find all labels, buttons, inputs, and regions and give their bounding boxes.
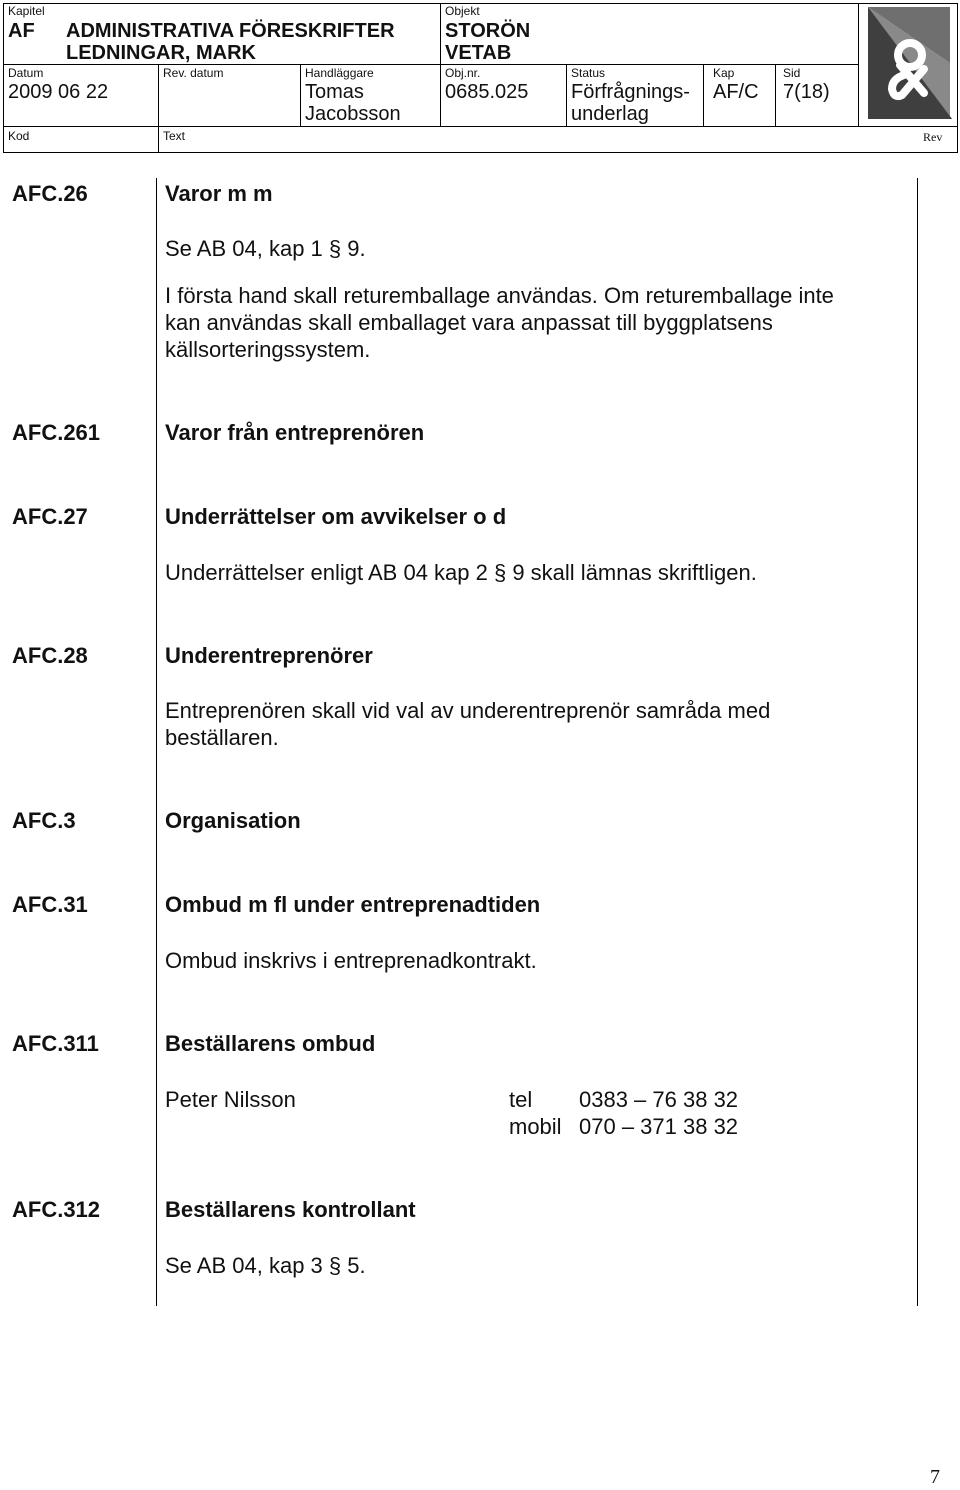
revdatum-label: Rev. datum	[163, 66, 224, 80]
section-code-afc31: AFC.31	[12, 892, 88, 917]
contact-tel-label: tel	[509, 1087, 533, 1112]
text-label: Text	[163, 129, 186, 143]
handlaggare-line2: Jacobsson	[305, 103, 401, 125]
objnr-value: 0685.025	[445, 81, 529, 103]
contact-mobil-label: mobil	[509, 1114, 562, 1139]
datum-label: Datum	[8, 66, 44, 80]
afc31-paragraph: Ombud inskrivs i entreprenadkontrakt.	[165, 948, 537, 973]
section-heading-afc27: Underrättelser om avvikelser o d	[165, 504, 507, 529]
section-code-afc311: AFC.311	[12, 1031, 99, 1056]
section-heading-afc3: Organisation	[165, 808, 301, 833]
column-rule-left	[156, 178, 157, 1306]
afc26-paragraph: I första hand skall returemballage användas. Om returemballage inte kan användas skall emballaget vara anpassat till byggplatsens källsorteringssystem.	[165, 283, 834, 362]
afc26-reference: Se AB 04, kap 1 § 9.	[165, 236, 366, 261]
kapitel-label: Kapitel	[8, 4, 45, 18]
section-heading-afc26: Varor m m	[165, 181, 273, 206]
section-heading-afc312: Beställarens kontrollant	[165, 1197, 416, 1222]
kapitel-value: AF	[8, 20, 35, 42]
section-sign: §	[328, 1253, 342, 1278]
objekt-line1: STORÖN	[445, 20, 531, 42]
objekt-line2: VETAB	[445, 42, 512, 64]
kap-value: AF/C	[713, 81, 759, 103]
contact-tel-value: 0383 – 76 38 32	[579, 1087, 739, 1112]
section-code-afc27: AFC.27	[12, 504, 88, 529]
objekt-label: Objekt	[445, 4, 480, 18]
section-heading-afc261: Varor från entreprenören	[165, 420, 425, 445]
section-heading-afc28: Underentreprenörer	[165, 643, 373, 668]
sid-label: Sid	[783, 66, 801, 80]
handlaggare-label: Handläggare	[305, 66, 374, 80]
section-code-afc28: AFC.28	[12, 643, 88, 668]
kap-label: Kap	[713, 66, 735, 80]
page-number: 7	[930, 1466, 940, 1488]
contact-mobil-value: 070 – 371 38 32	[579, 1114, 739, 1139]
section-code-afc312: AFC.312	[12, 1197, 101, 1222]
document-title-line1: ADMINISTRATIVA FÖRESKRIFTER	[66, 20, 395, 42]
document-header	[3, 3, 958, 153]
section-code-afc261: AFC.261	[12, 420, 101, 445]
company-logo-icon	[862, 3, 956, 123]
column-rule-right	[917, 178, 918, 1306]
status-line2: underlag	[571, 103, 649, 125]
afc312-reference: Se AB 04, kap 3 § 5.	[165, 1253, 366, 1278]
document-title-line2: LEDNINGAR, MARK	[66, 42, 256, 64]
section-heading-afc311: Beställarens ombud	[165, 1031, 376, 1056]
status-line1: Förfrågnings-	[571, 81, 690, 103]
section-heading-afc31: Ombud m fl under entreprenadtiden	[165, 892, 541, 917]
afc27-paragraph: Underrättelser enligt AB 04 kap 2 § 9 skall lämnas skriftligen.	[165, 560, 757, 585]
section-code-afc26: AFC.26	[12, 181, 88, 206]
afc28-paragraph: Entreprenören skall vid val av underentreprenör samråda med beställaren.	[165, 698, 771, 750]
status-label: Status	[571, 66, 606, 80]
handlaggare-line1: Tomas	[305, 81, 364, 103]
section-sign: §	[493, 560, 507, 585]
kod-label: Kod	[8, 129, 30, 143]
contact-name: Peter Nilsson	[165, 1087, 296, 1112]
section-code-afc3: AFC.3	[12, 808, 76, 833]
datum-value: 2009 06 22	[8, 81, 109, 103]
section-sign: §	[328, 236, 342, 261]
sid-value: 7(18)	[783, 81, 830, 103]
objnr-label: Obj.nr.	[445, 66, 481, 80]
rev-label: Rev	[923, 130, 943, 144]
